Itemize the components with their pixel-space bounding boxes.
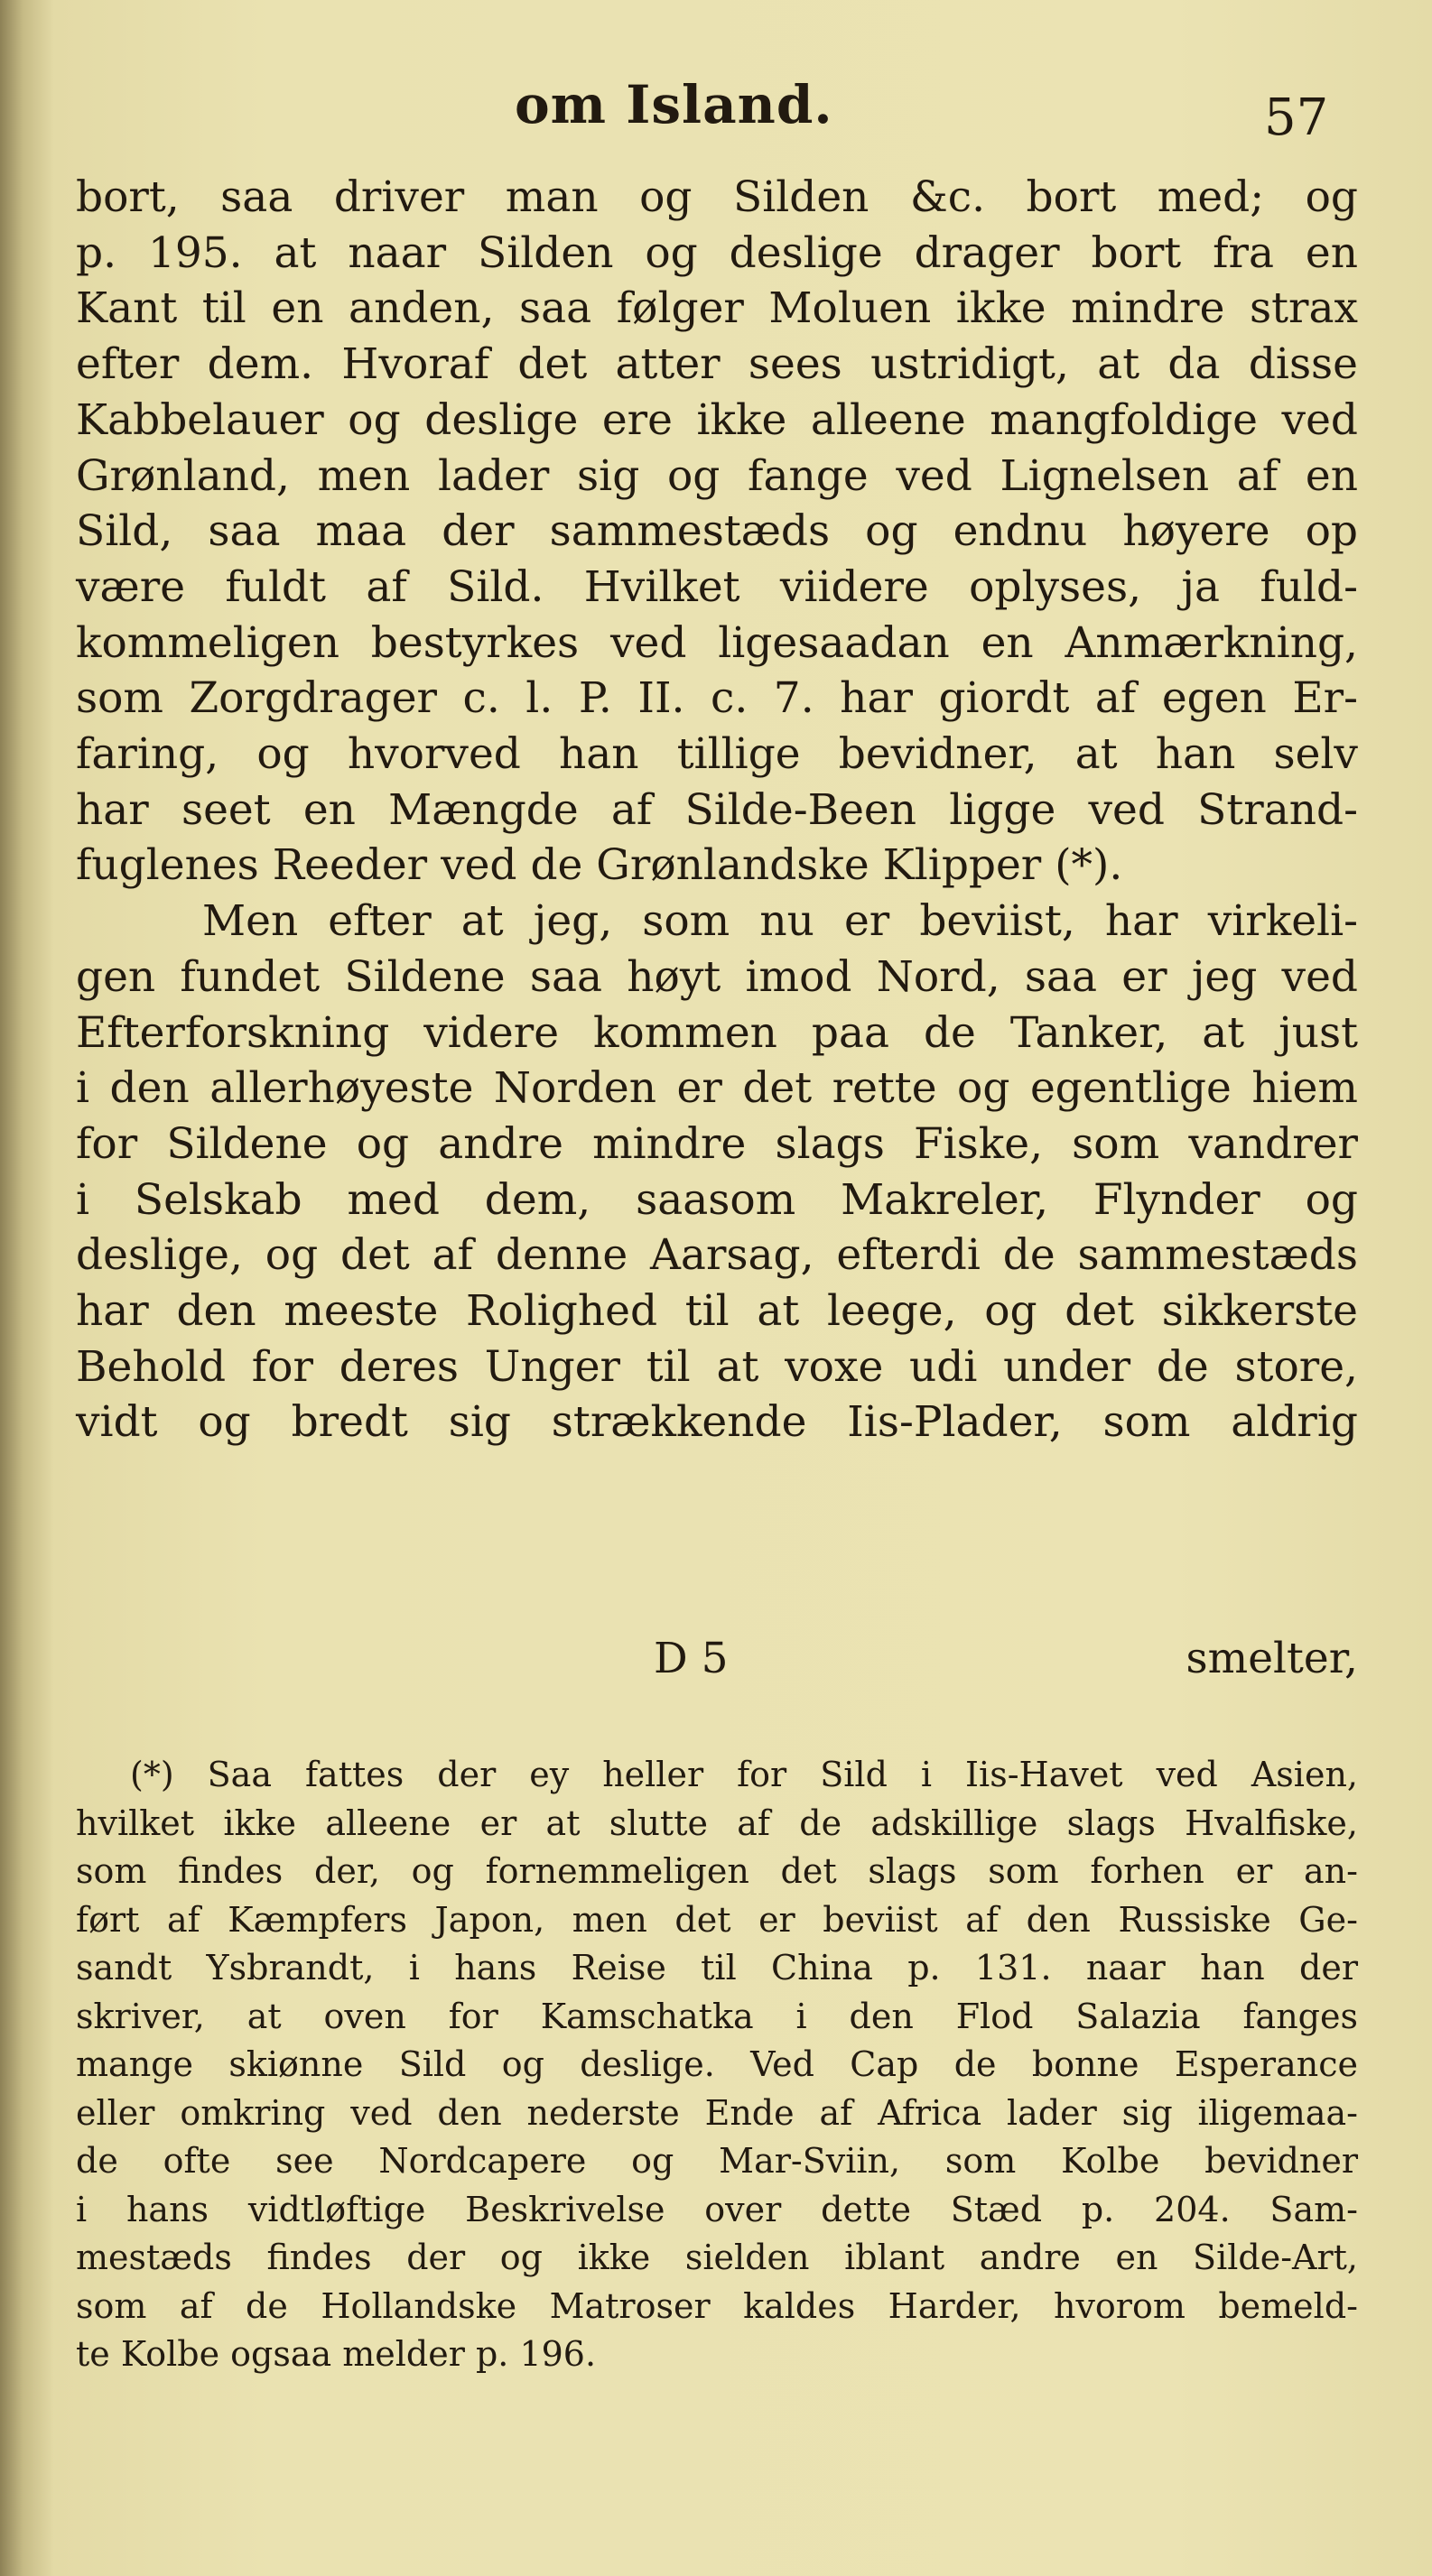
body-line: kommeligen bestyrkes ved ligesaadan en Anmærkning, [76,617,1358,668]
body-line: deslige, og det af denne Aarsag, efterdi de sammestæds [76,1230,1358,1281]
body-line: faring, og hvorved han tillige bevidner, at han selv [76,729,1358,780]
body-line: bort, saa driver man og Silden &c. bort med; og [76,172,1358,222]
body-line: Kabbelauer og deslige ere ikke alleene mangfoldige ved [76,394,1358,445]
footnote-line: som findes der, og fornemmeligen det slags som forhen er an- [76,1851,1358,1891]
body-line: som Zorgdrager c. l. P. II. c. 7. har giordt af egen Er- [76,673,1358,724]
footnote-line: skriver, at oven for Kamschatka i den Flod Salazia fanges [76,1996,1358,2036]
footnote-line: ført af Kæmpfers Japon, men det er beviist af den Russiske Ge- [76,1899,1358,1940]
footnote-line: (*) Saa fattes der ey heller for Sild i Iis-Havet ved Asien, [130,1755,1358,1794]
body-line: Kant til en anden, saa følger Moluen ikke mindre strax [76,283,1358,334]
signature-mark: D 5 [654,1634,729,1683]
body-text [76,170,1358,1450]
footnote-line: sandt Ysbrandt, i hans Reise til China p. 131. naar han der [76,1948,1358,1988]
body-line: vidt og bredt sig strækkende Iis-Plader, som aldrig [76,1397,1358,1448]
footnote-line: mestæds findes der og ikke sielden iblant andre en Silde-Art, [76,2238,1358,2277]
body-line: i Selskab med dem, saasom Makreler, Flynder og [76,1174,1358,1225]
body-line: være fuldt af Sild. Hvilket viidere oplyses, ja fuld- [76,561,1358,612]
footnote-line: de ofte see Nordcapere og Mar-Sviin, som Kolbe bevidner [76,2141,1358,2181]
body-line: gen fundet Sildene saa høyt imod Nord, saa er jeg ved [76,951,1358,1002]
footnote-line: mange skiønne Sild og deslige. Ved Cap de bonne Esperance [76,2044,1358,2084]
body-line: har den meeste Rolighed til at leege, og det sikkerste [76,1286,1358,1337]
footnote-line: hvilket ikke alleene er at slutte af de adskillige slags Hvalfiske, [76,1802,1358,1843]
body-line: i den allerhøyeste Norden er det rette og egentlige hiem [76,1063,1358,1114]
body-line: p. 195. at naar Silden og deslige drager bort fra en [76,227,1358,278]
body-line: Efterforskning videre kommen paa de Tanker, at just [76,1007,1358,1058]
footnote [76,1751,1358,2379]
footnote-line: te Kolbe ogsaa melder p. 196. [76,2334,597,2374]
body-line: Behold for deres Unger til at voxe udi under de store, [76,1341,1358,1392]
page-header [0,74,1432,155]
catchword: smelter, [1186,1634,1358,1683]
footnote-line: eller omkring ved den nederste Ende af Africa lader sig iligemaa- [76,2092,1358,2133]
body-line: fuglenes Reeder ved de Grønlandske Klipper (*). [76,840,1123,891]
body-line: for Sildene og andre mindre slags Fiske, som vandrer [76,1118,1358,1169]
body-line: Grønland, men lader sig og fange ved Lignelsen af en [76,450,1358,501]
signature-line [76,1634,1358,1697]
page-number: 57 [1264,88,1329,147]
body-line: har seet en Mængde af Silde-Been ligge ved Strand- [76,784,1358,835]
footnote-line: som af de Hollandske Matroser kaldes Harder, hvorom bemeld- [76,2285,1358,2326]
body-line-paragraph-start: Men efter at jeg, som nu er beviist, har virkeli- [202,896,1358,947]
footnote-line: i hans vidtløftige Beskrivelse over dette Stæd p. 204. Sam- [76,2189,1358,2229]
running-title: om Island. [515,74,833,135]
body-line: Sild, saa maa der sammestæds og endnu høyere op [76,506,1358,557]
body-line: efter dem. Hvoraf det atter sees ustridigt, at da disse [76,339,1358,390]
